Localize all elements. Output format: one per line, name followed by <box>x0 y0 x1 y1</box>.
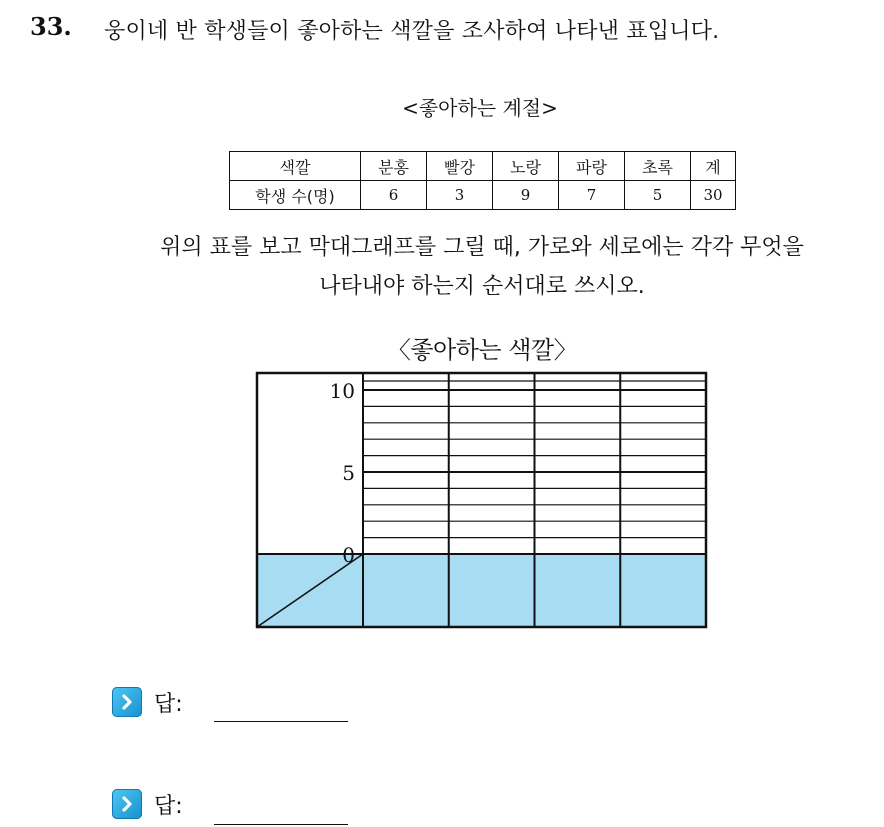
table-column-header: 파랑 <box>559 152 625 181</box>
table-cell: 7 <box>559 181 625 210</box>
table-header-row <box>230 152 736 181</box>
table-title: <좋아하는 계절> <box>402 96 558 120</box>
question-number: 33. <box>30 12 72 41</box>
answer-blank-2[interactable] <box>214 824 348 825</box>
table-column-header: 빨강 <box>427 152 493 181</box>
table-cell-total: 30 <box>691 181 736 210</box>
table-cell: 6 <box>361 181 427 210</box>
table-row-label: 학생 수(명) <box>230 181 361 210</box>
answer-blank-1[interactable] <box>214 721 348 722</box>
table-row <box>230 181 736 210</box>
question-text: 웅이네 반 학생들이 좋아하는 색깔을 조사하여 나타낸 표입니다. <box>104 19 720 44</box>
table-header-label: 색깔 <box>230 152 361 181</box>
data-table <box>229 151 736 210</box>
table-cell: 9 <box>493 181 559 210</box>
chart-title: 〈좋아하는 색깔〉 <box>386 336 578 364</box>
instruction <box>0 228 884 306</box>
answer-label: 답: <box>154 691 183 717</box>
category-label-row <box>257 554 706 627</box>
instruction-line-2: 나타내야 하는지 순서대로 쓰시오. <box>319 274 645 299</box>
answer-label: 답: <box>154 793 183 819</box>
chevron-right-icon <box>112 687 142 717</box>
answer-row-1 <box>112 684 183 720</box>
instruction-line-1: 위의 표를 보고 막대그래프를 그릴 때, 가로와 세로에는 각각 무엇을 <box>160 235 804 260</box>
answer-row-2 <box>112 786 183 822</box>
table-column-header: 초록 <box>625 152 691 181</box>
table-column-header: 분홍 <box>361 152 427 181</box>
y-tick-label: 0 <box>342 543 355 567</box>
y-tick-label: 10 <box>329 379 355 403</box>
y-tick-label: 5 <box>342 461 355 485</box>
table-cell: 5 <box>625 181 691 210</box>
bar-chart <box>250 366 712 636</box>
chart-layer <box>257 373 706 627</box>
table-column-header-total: 계 <box>691 152 736 181</box>
table-column-header: 노랑 <box>493 152 559 181</box>
chevron-right-icon <box>112 789 142 819</box>
table-cell: 3 <box>427 181 493 210</box>
